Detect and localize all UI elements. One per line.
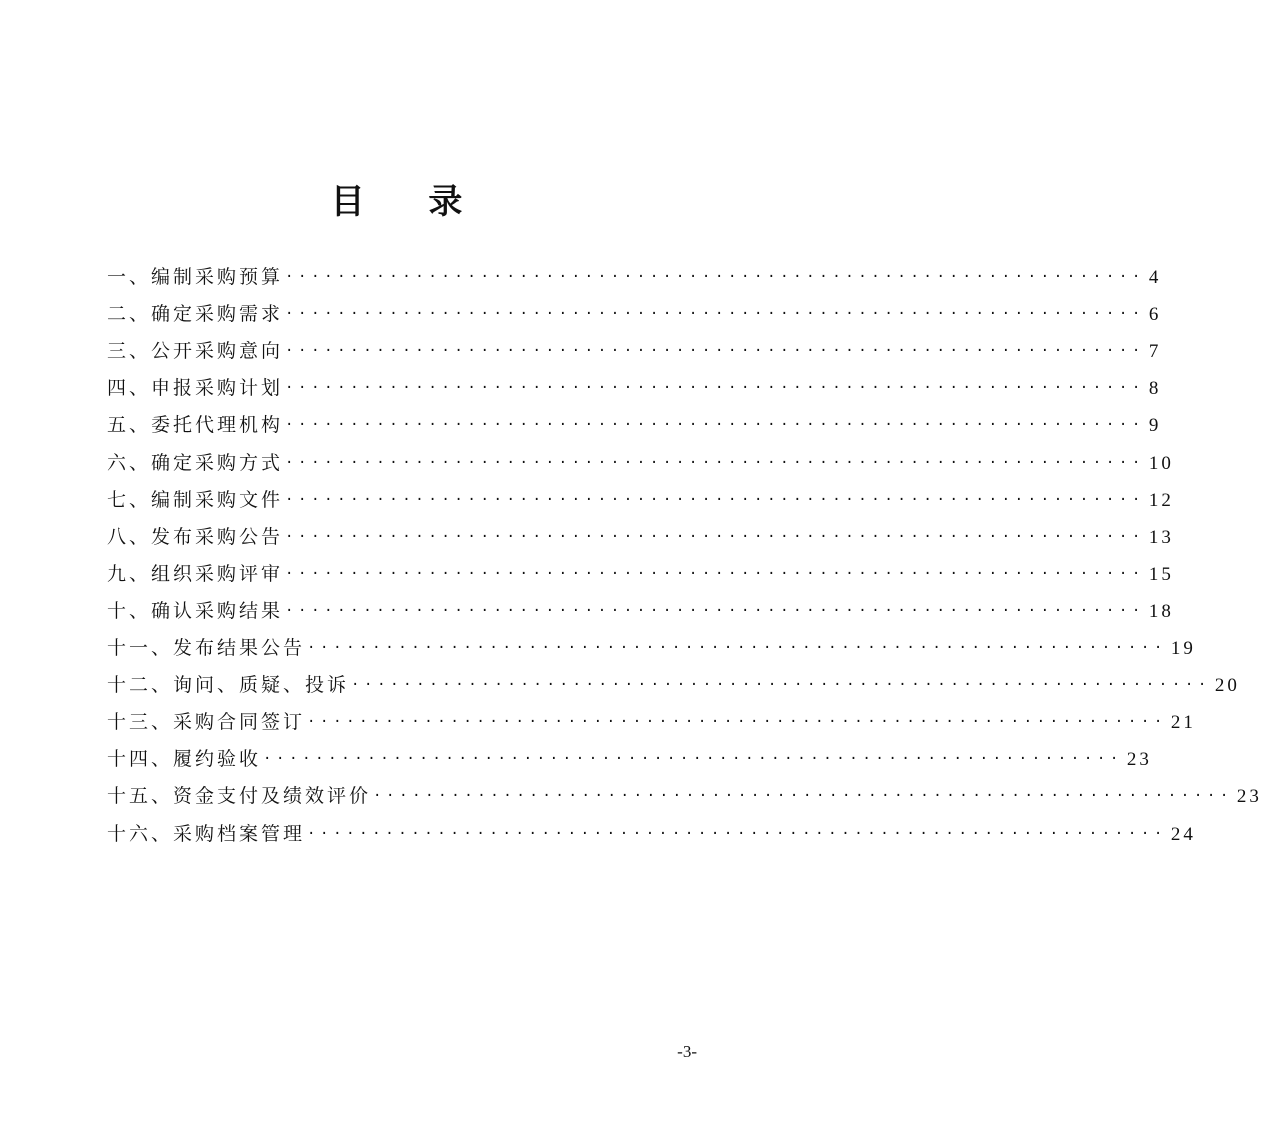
toc-leader-dots: ·································································· — [285, 306, 1145, 323]
toc-entry-label: 十六、采购档案管理 — [107, 822, 306, 845]
toc-entry-page: 24 — [1170, 823, 1196, 845]
toc-entry-page: 15 — [1148, 563, 1174, 585]
toc-entry-label: 四、申报采购计划 — [107, 377, 284, 400]
toc-entry-page: 19 — [1170, 638, 1196, 660]
toc-entry-page: 21 — [1170, 712, 1196, 734]
toc-leader-dots: ·································································· — [285, 491, 1145, 508]
toc-entry-15[interactable] — [107, 778, 1262, 815]
toc-entry-5[interactable] — [107, 407, 1162, 444]
toc-entry-14[interactable] — [107, 741, 1152, 778]
toc-entry-label: 五、委托代理机构 — [107, 414, 284, 437]
toc-entry-label: 八、发布采购公告 — [107, 525, 284, 548]
toc-leader-dots: ·································································· — [263, 751, 1123, 768]
toc-entry-page: 8 — [1148, 378, 1162, 400]
toc-entry-label: 二、确定采购需求 — [107, 303, 284, 326]
toc-leader-dots: ·································································· — [373, 788, 1233, 805]
page-number: -3- — [677, 1042, 697, 1061]
toc-entry-2[interactable] — [107, 296, 1162, 333]
toc-entry-page: 20 — [1214, 675, 1240, 697]
toc-entry-13[interactable] — [107, 704, 1196, 741]
toc-entry-page: 7 — [1148, 341, 1162, 363]
toc-leader-dots: ·································································· — [285, 565, 1145, 582]
toc-leader-dots: ·································································· — [285, 269, 1145, 286]
toc-entry-page: 23 — [1236, 786, 1262, 808]
toc-entry-label: 十四、履约验收 — [107, 748, 262, 771]
toc-leader-dots: ·································································· — [285, 454, 1145, 471]
toc-entry-label: 十一、发布结果公告 — [107, 637, 306, 660]
toc-entry-4[interactable] — [107, 370, 1162, 407]
toc-entry-page: 12 — [1148, 489, 1174, 511]
toc-entry-page: 4 — [1148, 267, 1162, 289]
toc-entry-page: 18 — [1148, 600, 1174, 622]
toc-entry-page: 23 — [1126, 749, 1152, 771]
toc-entry-11[interactable] — [107, 630, 1196, 667]
toc-entry-12[interactable] — [107, 667, 1240, 704]
toc-entry-6[interactable] — [107, 444, 1174, 481]
toc-leader-dots: ·································································· — [285, 417, 1145, 434]
toc-entry-label: 十、确认采购结果 — [107, 599, 284, 622]
toc-leader-dots: ·································································· — [285, 528, 1145, 545]
toc-leader-dots: ·································································· — [351, 677, 1211, 694]
toc-leader-dots: ·································································· — [307, 825, 1167, 842]
page-title: 目 录 — [330, 182, 489, 222]
toc-entry-7[interactable] — [107, 482, 1174, 519]
toc-entry-label: 九、组织采购评审 — [107, 562, 284, 585]
toc-entry-page: 9 — [1148, 415, 1162, 437]
toc-leader-dots: ·································································· — [285, 343, 1145, 360]
toc-entry-1[interactable] — [107, 259, 1162, 296]
toc-leader-dots: ·································································· — [307, 640, 1167, 657]
toc-entry-page: 6 — [1148, 304, 1162, 326]
toc-entry-label: 十三、采购合同签订 — [107, 711, 306, 734]
toc-entry-3[interactable] — [107, 333, 1162, 370]
toc-leader-dots: ·································································· — [285, 602, 1145, 619]
toc-entry-8[interactable] — [107, 519, 1174, 556]
toc-entry-label: 十五、资金支付及绩效评价 — [107, 785, 372, 808]
toc-entry-16[interactable] — [107, 815, 1196, 852]
toc-entry-label: 三、公开采购意向 — [107, 340, 284, 363]
toc-leader-dots: ·································································· — [307, 714, 1167, 731]
toc-entry-page: 10 — [1148, 452, 1174, 474]
toc-entry-label: 六、确定采购方式 — [107, 451, 284, 474]
toc-leader-dots: ·································································· — [285, 380, 1145, 397]
toc-entry-page: 13 — [1148, 526, 1174, 548]
toc-entry-10[interactable] — [107, 593, 1174, 630]
toc-entry-9[interactable] — [107, 556, 1174, 593]
toc-entry-label: 七、编制采购文件 — [107, 488, 284, 511]
toc-entry-label: 十二、询问、质疑、投诉 — [107, 674, 350, 697]
toc-entry-label: 一、编制采购预算 — [107, 266, 284, 289]
table-of-contents — [107, 259, 1262, 853]
